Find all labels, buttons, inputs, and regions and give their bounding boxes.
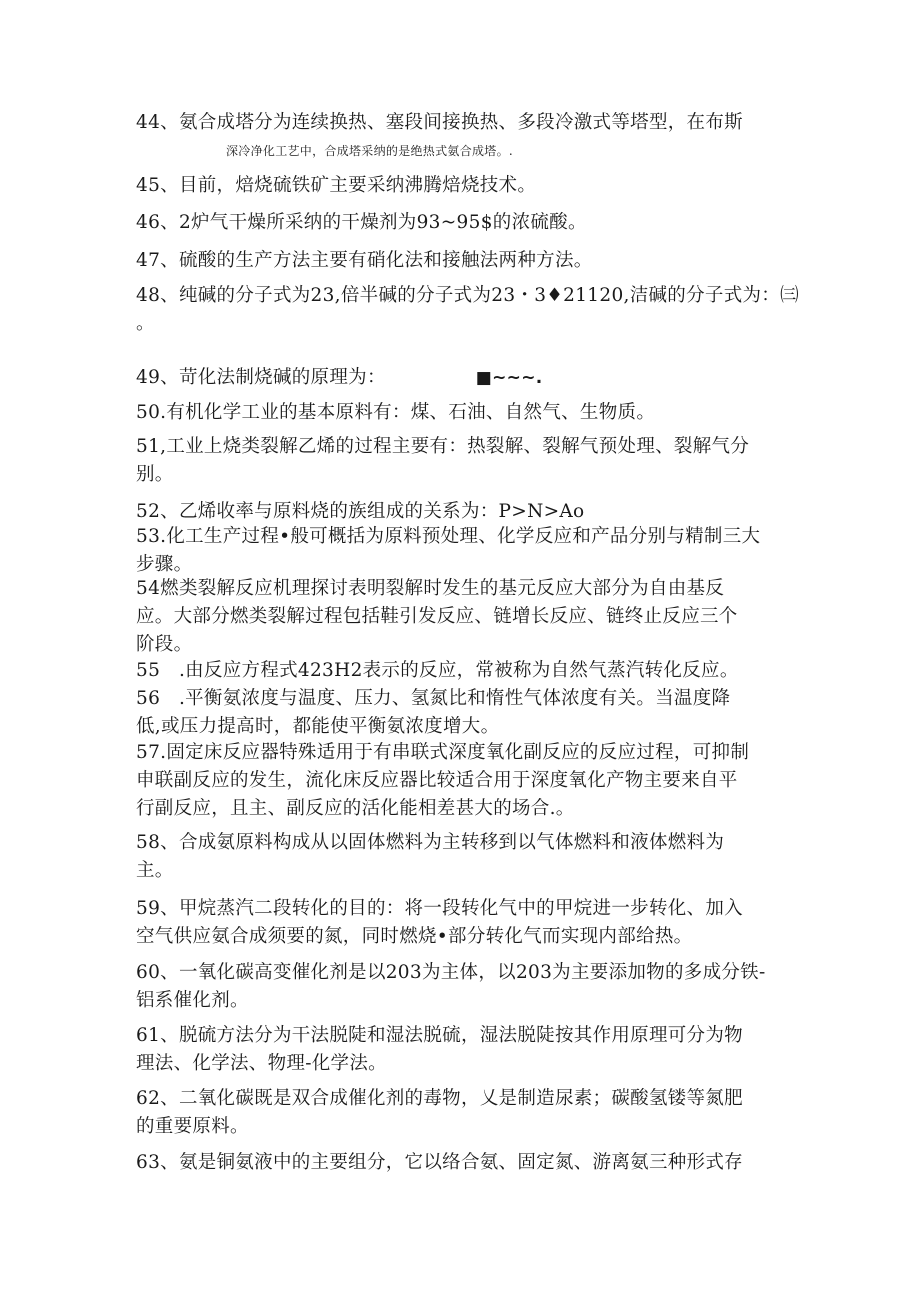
item-54 [136,575,800,659]
item-53-line-1: 53.化工生产过程•般可概括为原料预处理、化学反应和产品分别与精制三大 [136,526,761,547]
item-53 [136,523,800,579]
item-57-line-1: 57.固定床反应器特殊适用于有串联式深度氧化副反应的反应过程，可抑制 [136,742,750,763]
item-57 [136,739,800,823]
item-59 [136,895,800,951]
item-57-line-3: 行副反应，且主、副反应的活化能相差甚大的场合.。 [136,798,575,819]
item-49 [136,364,800,392]
item-56-line-1: 56 .平衡氨浓度与温度、压力、氢氮比和惰性气体浓度有关。当温度降 [136,688,731,709]
item-51 [136,433,800,489]
item-50-line-1: 50.有机化学工业的基本原料有：煤、石油、自然气、生物质。 [136,402,656,423]
item-44-line-2: 深冷净化工艺中，合成塔采纳的是绝热式氨合成塔。. [226,144,514,158]
item-47-line-1: 47、硫酸的生产方法主要有硝化法和接触法两种方法。 [136,250,593,271]
item-56-line-2: 低,或压力提高时，都能使平衡氨浓度增大。 [136,716,500,737]
item-45 [136,172,800,200]
item-46 [136,209,800,237]
item-49-formula-mark: ■~~~. [475,368,543,388]
item-60-line-1: 60、一氧化碳高变催化剂是以203为主体，以203为主要添加物的多成分铁- [136,962,766,983]
item-61-line-1: 61、脱硫方法分为干法脱陡和湿法脱硫，湿法脱陡按其作用原理可分为物 [136,1025,743,1046]
item-63-line-1: 63、氨是铜氨液中的主要组分，它以络合氨、固定氮、游离氨三种形式存 [136,1152,743,1173]
item-52-line-1: 52、乙烯收率与原料烧的族组成的关系为：P>N>Ao [136,501,585,522]
item-52 [136,498,800,526]
item-62-line-1: 62、二氧化碳既是双合成催化剂的毒物，乂是制造尿素；碳酸氢镂等氮肥 [136,1088,743,1109]
item-45-line-1: 45、目前，焙烧硫铁矿主要采纳沸腾焙烧技术。 [136,175,537,196]
item-53-line-2: 步骤。 [136,554,193,575]
item-58-line-2: 主。 [136,860,174,881]
item-56 [136,685,800,741]
item-58-line-1: 58、合成氨原料构成从以固体燃料为主转移到以气体燃料和液体燃料为 [136,832,725,853]
item-49-text: 49、苛化法制烧碱的原理为： [136,367,386,388]
item-51-line-1: 51,工业上烧类裂解乙烯的过程主要有：热裂解、裂解气预处理、裂解气分 [136,436,750,457]
item-59-line-2: 空气供应氨合成须要的氮，同时燃烧•部分转化气而实现内部给热。 [136,926,693,947]
item-48-line-2: 。 [136,313,155,334]
item-57-line-2: 申联副反应的发生，流化床反应器比较适合用于深度氧化产物主要来自平 [136,770,738,791]
item-60-line-2: 铝系催化剂。 [136,990,249,1011]
item-46-line-1: 46、2炉气干燥所采纳的干燥剂为93~95$的浓硫酸。 [136,212,587,233]
item-51-line-2: 别。 [136,464,174,485]
item-44 [136,109,800,165]
item-44-line-1: 44、氨合成塔分为连续换热、塞段间接换热、多段冷激式等塔型，在布斯 [136,112,743,133]
item-61-line-2: 理法、化学法、物理-化学法。 [136,1053,387,1074]
item-54-line-3: 阶段。 [136,634,193,655]
item-48-line-1: 48、纯碱的分子式为23,倍半碱的分子式为23・3♦21120,洁碱的分子式为：㈢ [136,285,799,306]
item-47 [136,247,800,275]
item-54-line-1: 54燃类裂解反应机理探讨表明裂解时发生的基元反应大部分为自由基反 [136,578,725,599]
item-62 [136,1085,800,1141]
item-54-line-2: 应。大部分燃类裂解过程包括鞋引发反应、链增长反应、链终止反应三个 [136,606,738,627]
item-48 [136,282,800,338]
item-61 [136,1022,800,1078]
item-50 [136,399,800,427]
item-55-line-1: 55 .由反应方程式423H2表示的反应，常被称为自然气蒸汽转化反应。 [136,660,739,681]
item-59-line-1: 59、甲烷蒸汽二段转化的目的：将一段转化气中的甲烷进一步转化、加入 [136,898,743,919]
item-58 [136,829,800,885]
item-63 [136,1149,800,1177]
item-62-line-2: 的重要原料。 [136,1116,249,1137]
item-55 [136,657,800,685]
item-60 [136,959,800,1015]
item-49-line-1 [136,364,800,392]
